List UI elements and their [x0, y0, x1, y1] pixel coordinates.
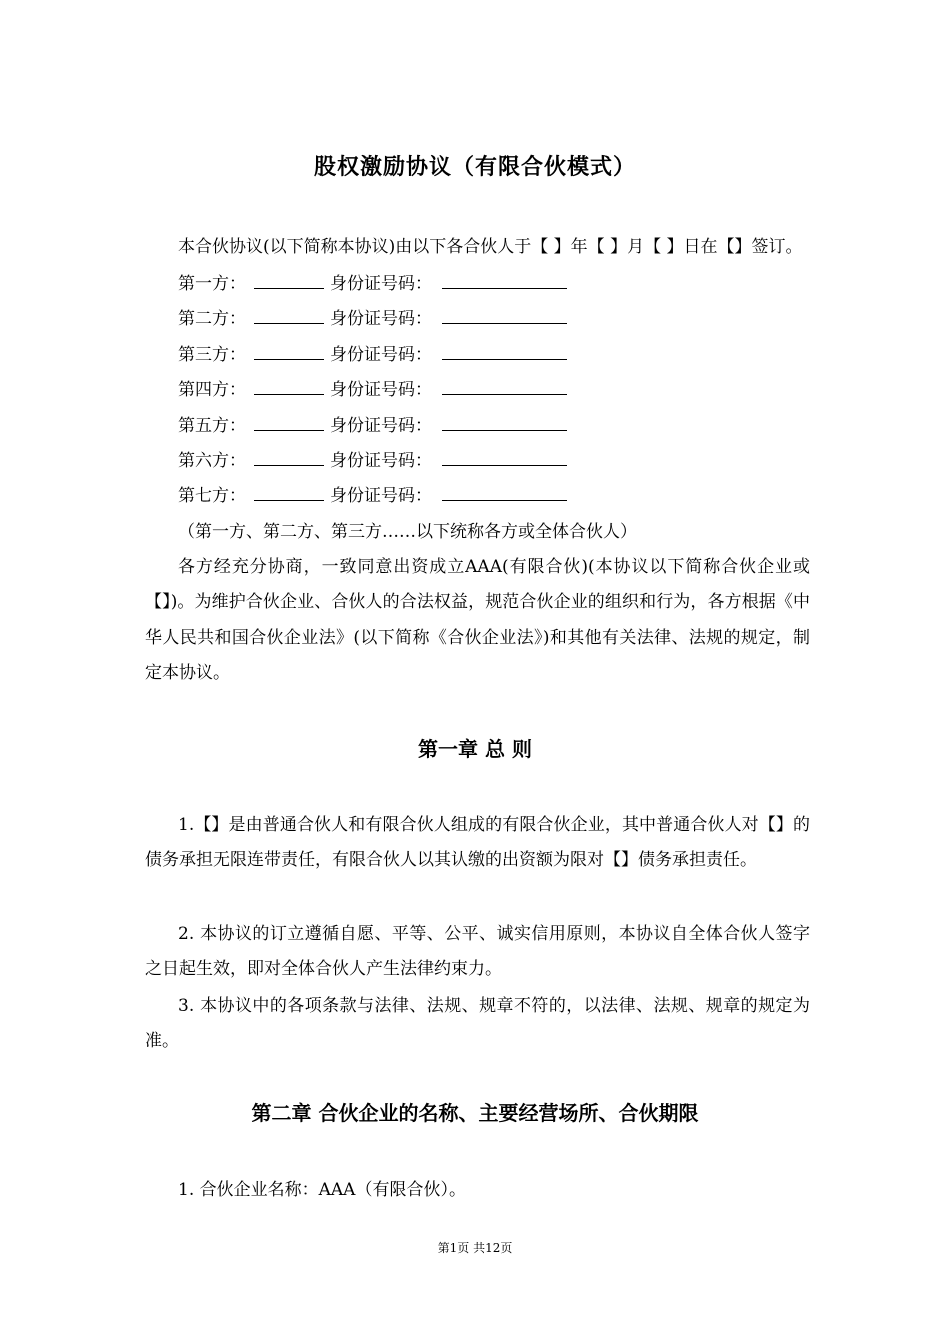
id-blank: [442, 412, 567, 431]
name-blank: [254, 447, 324, 466]
name-blank: [254, 376, 324, 395]
party-label: 第四方：: [178, 380, 246, 401]
party-row: [178, 270, 567, 305]
id-label: 身份证号码：: [330, 309, 432, 330]
parties-note: （第一方、第二方、第三方……以下统称各方或全体合伙人）: [178, 522, 637, 542]
party-row: [178, 482, 567, 517]
clause-paragraph: 2. 本协议的订立遵循自愿、平等、公平、诚实信用原则，本协议自全体合伙人签字之日起生效，即对全体合伙人产生法律约束力。: [145, 924, 810, 980]
id-label: 身份证号码：: [330, 450, 432, 471]
party-label: 第六方：: [178, 450, 246, 471]
party-row: [178, 412, 567, 447]
chapter-heading: 第二章 合伙企业的名称、主要经营场所、合伙期限: [251, 1101, 699, 1125]
id-blank: [442, 482, 567, 501]
party-row: [178, 376, 567, 411]
id-label: 身份证号码：: [330, 486, 432, 507]
party-row: [178, 305, 567, 340]
id-blank: [442, 447, 567, 466]
page-footer: 第1页 共12页: [437, 1241, 513, 1255]
preamble-paragraph: 各方经充分协商，一致同意出资成立AAA(有限合伙)(本协议以下简称合伙企业或【】)。为维护合伙企业、合伙人的合法权益，规范合伙企业的组织和行为，各方根据《中华人民共和国合伙企业法》(以下简称《合伙企业法》)和其他有关法律、法规的规定，制定本协议。: [145, 557, 810, 683]
party-label: 第三方：: [178, 344, 246, 365]
chapter-heading: 第一章 总 则: [418, 737, 532, 761]
name-blank: [254, 341, 324, 360]
clause-paragraph: 1.【】是由普通合伙人和有限合伙人组成的有限合伙企业，其中普通合伙人对【】的债务承担无限连带责任，有限合伙人以其认缴的出资额为限对【】债务承担责任。: [145, 815, 810, 871]
name-blank: [254, 482, 324, 501]
id-blank: [442, 341, 567, 360]
document-title: 股权激励协议（有限合伙模式）: [313, 155, 636, 180]
id-label: 身份证号码：: [330, 274, 432, 294]
id-blank: [442, 305, 567, 324]
name-blank: [254, 412, 324, 431]
clause-paragraph: 3. 本协议中的各项条款与法律、法规、规章不符的，以法律、法规、规章的规定为准。: [145, 996, 810, 1052]
party-label: 第二方：: [178, 309, 246, 330]
party-label: 第七方：: [178, 486, 246, 507]
party-row: [178, 447, 567, 482]
id-label: 身份证号码：: [330, 380, 432, 401]
id-label: 身份证号码：: [330, 415, 432, 436]
party-label: 第五方：: [178, 415, 246, 436]
name-blank: [254, 305, 324, 324]
party-label: 第一方：: [178, 274, 246, 294]
id-blank: [442, 376, 567, 395]
party-list: [178, 270, 567, 518]
id-label: 身份证号码：: [330, 344, 432, 365]
id-blank: [442, 270, 567, 289]
clause-paragraph: 1. 合伙企业名称：AAA（有限合伙）。: [178, 1180, 466, 1200]
party-row: [178, 341, 567, 376]
name-blank: [254, 270, 324, 289]
intro-paragraph: 本合伙协议(以下简称本协议)由以下各合伙人于【 】年【 】月【 】日在【】签订。: [178, 237, 803, 257]
